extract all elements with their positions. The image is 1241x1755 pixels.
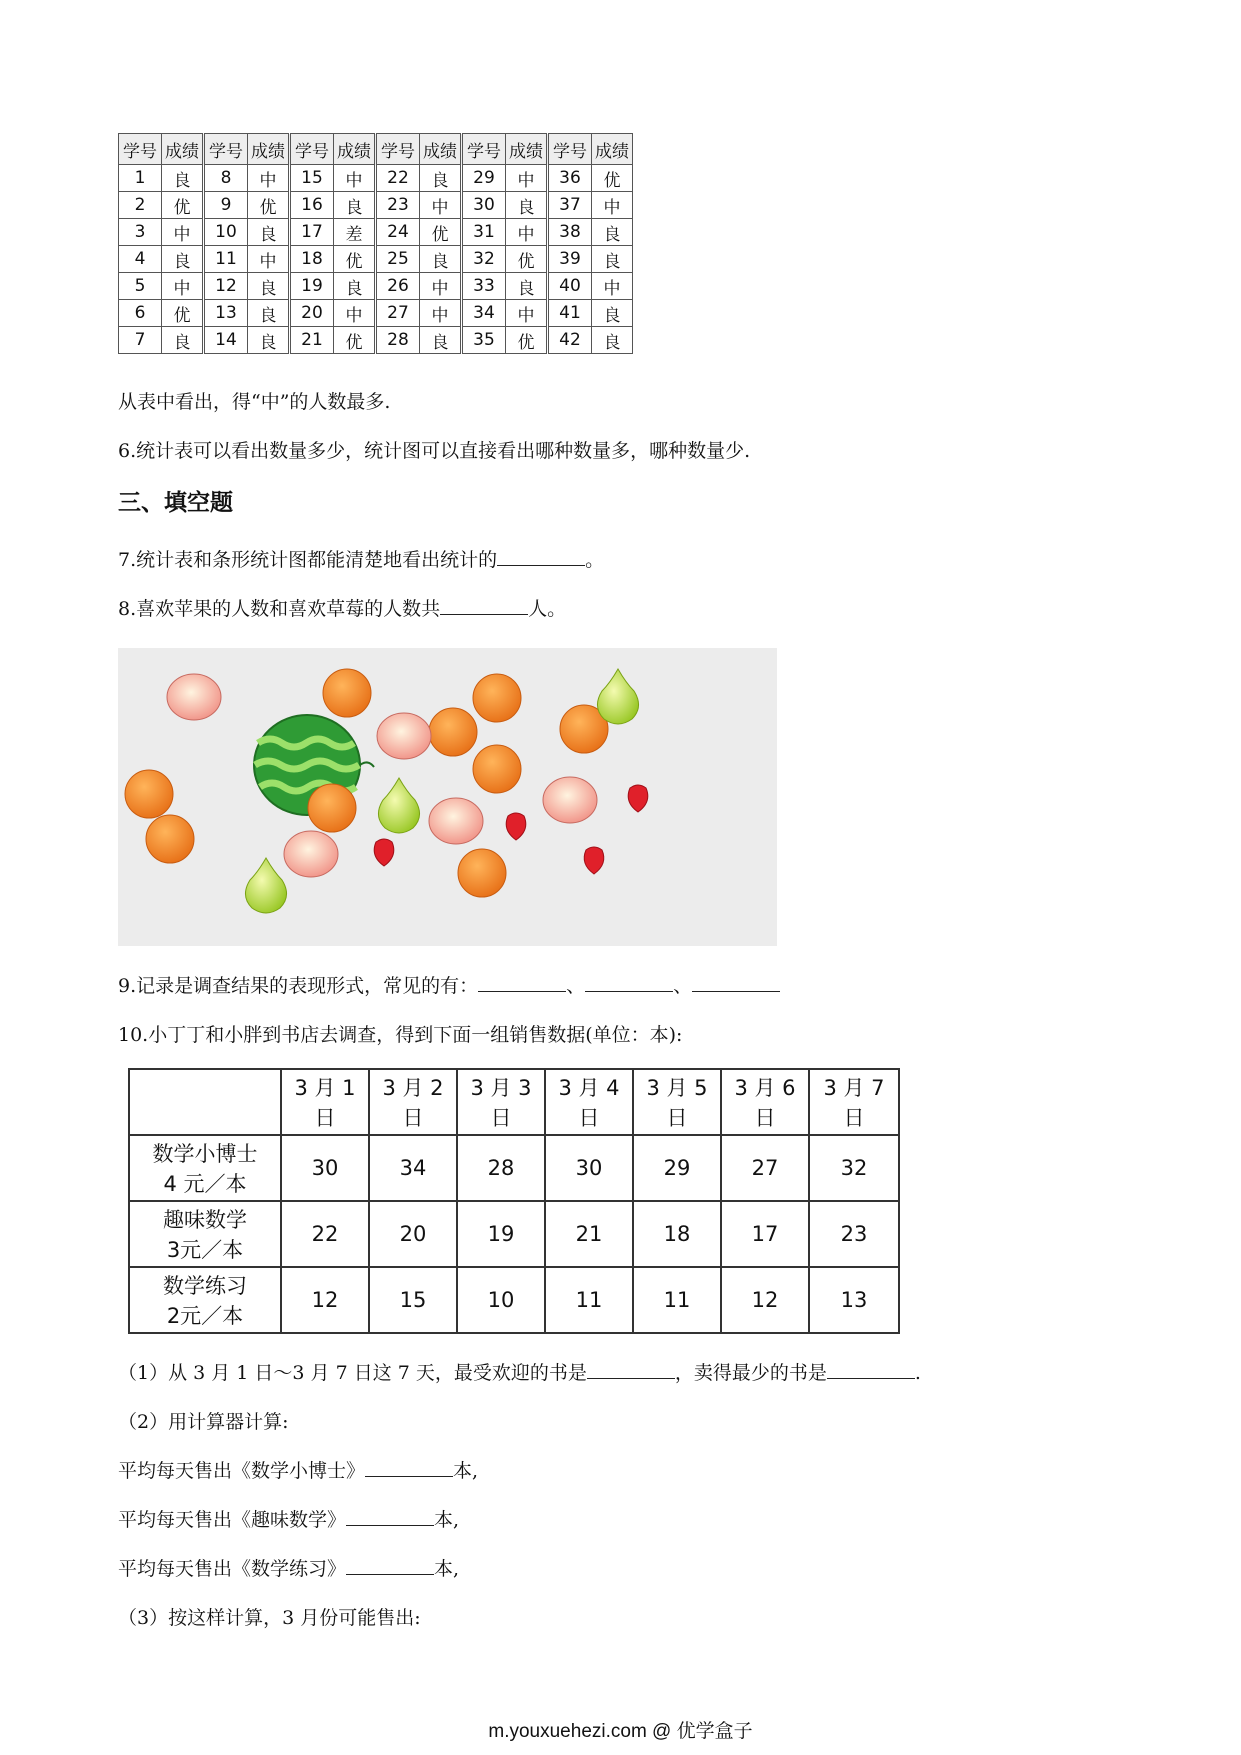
student-no-cell: 28	[376, 327, 420, 354]
grade-cell: 良	[592, 246, 633, 273]
book-row	[129, 1135, 899, 1201]
q8-blank[interactable]	[440, 596, 528, 615]
grade-cell: 中	[248, 246, 290, 273]
question-10: 10.小丁丁和小胖到书店去调查，得到下面一组销售数据(单位：本):	[118, 1024, 683, 1046]
date-line-1: 3 月 2	[382, 1076, 444, 1100]
q7-blank[interactable]	[497, 547, 585, 566]
grade-cell: 差	[334, 219, 376, 246]
q7-end: 。	[585, 549, 605, 571]
student-no-cell: 24	[376, 219, 420, 246]
sales-value-cell: 11	[545, 1267, 633, 1333]
grade-cell: 优	[334, 246, 376, 273]
student-no-cell: 8	[204, 165, 248, 192]
avg3-text: 平均每天售出《数学练习》	[118, 1558, 347, 1580]
avg-line-3	[118, 1556, 459, 1582]
student-no-cell: 29	[462, 165, 506, 192]
table-row	[119, 327, 633, 354]
student-no-cell: 2	[119, 192, 162, 219]
student-no-cell: 38	[548, 219, 592, 246]
student-no-cell: 16	[290, 192, 334, 219]
student-no-cell: 39	[548, 246, 592, 273]
student-no-cell: 4	[119, 246, 162, 273]
table-row	[119, 165, 633, 192]
date-header-cell	[369, 1069, 457, 1135]
student-no-cell: 10	[204, 219, 248, 246]
grade-cell: 优	[162, 192, 204, 219]
strawberries	[374, 785, 648, 874]
student-no-cell: 11	[204, 246, 248, 273]
sales-value-cell: 27	[721, 1135, 809, 1201]
sales-value-cell: 34	[369, 1135, 457, 1201]
sales-value-cell: 17	[721, 1201, 809, 1267]
student-no-cell: 14	[204, 327, 248, 354]
student-no-cell: 6	[119, 300, 162, 327]
q9-blank-1[interactable]	[478, 973, 566, 992]
sales-value-cell: 21	[545, 1201, 633, 1267]
grade-cell: 良	[420, 327, 462, 354]
p1-blank-2[interactable]	[827, 1360, 915, 1379]
grade-cell: 良	[248, 219, 290, 246]
student-no-cell: 20	[290, 300, 334, 327]
grade-cell: 良	[506, 273, 548, 300]
grade-cell: 优	[334, 327, 376, 354]
grade-cell: 中	[162, 273, 204, 300]
date-line-1: 3 月 5	[646, 1076, 708, 1100]
student-no-cell: 25	[376, 246, 420, 273]
fruit-picture	[118, 648, 777, 946]
grade-cell: 优	[592, 165, 633, 192]
grade-cell: 优	[162, 300, 204, 327]
grade-cell: 中	[506, 300, 548, 327]
student-no-cell: 34	[462, 300, 506, 327]
table-row	[119, 273, 633, 300]
grade-cell: 良	[162, 246, 204, 273]
student-no-cell: 32	[462, 246, 506, 273]
avg2-end: 本,	[434, 1509, 460, 1531]
table-row	[119, 300, 633, 327]
grade-cell: 中	[420, 192, 462, 219]
sales-value-cell: 12	[721, 1267, 809, 1333]
grade-cell: 良	[506, 192, 548, 219]
sales-value-cell: 30	[545, 1135, 633, 1201]
date-line-1: 3 月 3	[470, 1076, 532, 1100]
q8-text: 8.喜欢苹果的人数和喜欢草莓的人数共	[118, 598, 441, 620]
grade-cell: 良	[248, 273, 290, 300]
book-name: 趣味数学	[163, 1208, 247, 1232]
header-student-no: 学号	[376, 134, 420, 165]
date-line-1: 3 月 1	[294, 1076, 356, 1100]
header-grade: 成绩	[248, 134, 290, 165]
q8-end: 人。	[528, 598, 567, 620]
book-name: 数学小博士	[152, 1142, 258, 1166]
header-grade: 成绩	[420, 134, 462, 165]
grade-cell: 中	[592, 192, 633, 219]
q9-sep-2: 、	[673, 975, 693, 997]
fruit-illustration	[118, 648, 777, 946]
footer-watermark: m.youxuehezi.com @ 优学盒子	[488, 1721, 753, 1742]
date-line-2: 日	[578, 1106, 600, 1130]
student-no-cell: 7	[119, 327, 162, 354]
grade-cell: 良	[592, 219, 633, 246]
sales-value-cell: 29	[633, 1135, 721, 1201]
student-no-cell: 35	[462, 327, 506, 354]
sales-value-cell: 15	[369, 1267, 457, 1333]
student-no-cell: 13	[204, 300, 248, 327]
table-conclusion: 从表中看出，得“中”的人数最多.	[118, 391, 391, 413]
p1-end: .	[914, 1362, 921, 1384]
student-no-cell: 42	[548, 327, 592, 354]
grade-cell: 优	[420, 219, 462, 246]
sales-table-header	[129, 1069, 899, 1135]
grade-table-header	[119, 134, 633, 165]
header-grade: 成绩	[162, 134, 204, 165]
grade-cell: 良	[592, 300, 633, 327]
q7-text: 7.统计表和条形统计图都能清楚地看出统计的	[118, 549, 498, 571]
avg-line-1	[118, 1458, 478, 1484]
section-title: 三、填空题	[118, 490, 233, 516]
book-row	[129, 1267, 899, 1333]
part-1	[118, 1360, 921, 1386]
student-no-cell: 21	[290, 327, 334, 354]
header-grade: 成绩	[592, 134, 633, 165]
date-header-cell	[545, 1069, 633, 1135]
student-no-cell: 40	[548, 273, 592, 300]
sales-value-cell: 10	[457, 1267, 545, 1333]
q9-sep-1: 、	[566, 975, 586, 997]
sales-value-cell: 22	[281, 1201, 369, 1267]
student-no-cell: 36	[548, 165, 592, 192]
sales-value-cell: 30	[281, 1135, 369, 1201]
book-name-cell	[129, 1267, 281, 1333]
student-no-cell: 33	[462, 273, 506, 300]
grade-cell: 良	[334, 273, 376, 300]
date-header-cell	[457, 1069, 545, 1135]
grade-cell: 良	[248, 327, 290, 354]
student-no-cell: 19	[290, 273, 334, 300]
date-line-2: 日	[666, 1106, 688, 1130]
p1-text-2: ，卖得最少的书是	[674, 1362, 827, 1384]
header-student-no: 学号	[548, 134, 592, 165]
sales-value-cell: 12	[281, 1267, 369, 1333]
table-row	[119, 246, 633, 273]
grade-cell: 中	[420, 300, 462, 327]
date-header-cell	[721, 1069, 809, 1135]
avg3-blank[interactable]	[346, 1556, 434, 1575]
grade-table	[118, 133, 633, 354]
header-student-no: 学号	[290, 134, 334, 165]
date-line-2: 日	[843, 1106, 865, 1130]
date-line-1: 3 月 7	[823, 1076, 885, 1100]
grade-cell: 中	[334, 165, 376, 192]
book-price: 4 元／本	[163, 1172, 247, 1196]
avg1-text: 平均每天售出《数学小博士》	[118, 1460, 366, 1482]
grade-cell: 优	[248, 192, 290, 219]
sales-value-cell: 13	[809, 1267, 899, 1333]
book-price: 3元／本	[166, 1238, 244, 1262]
student-no-cell: 5	[119, 273, 162, 300]
avg3-end: 本,	[434, 1558, 460, 1580]
part-3: （3）按这样计算，3 月份可能售出:	[118, 1607, 421, 1629]
book-row	[129, 1201, 899, 1267]
student-no-cell: 37	[548, 192, 592, 219]
avg2-blank[interactable]	[346, 1507, 434, 1526]
header-student-no: 学号	[204, 134, 248, 165]
grade-cell: 中	[506, 165, 548, 192]
student-no-cell: 3	[119, 219, 162, 246]
table-row	[119, 219, 633, 246]
header-student-no: 学号	[462, 134, 506, 165]
grade-cell: 良	[162, 327, 204, 354]
sales-table	[128, 1068, 900, 1334]
sales-value-cell: 11	[633, 1267, 721, 1333]
student-no-cell: 18	[290, 246, 334, 273]
avg1-end: 本,	[453, 1460, 479, 1482]
date-line-1: 3 月 6	[734, 1076, 796, 1100]
student-no-cell: 1	[119, 165, 162, 192]
grade-cell: 良	[420, 246, 462, 273]
date-header-cell	[281, 1069, 369, 1135]
grade-cell: 中	[334, 300, 376, 327]
sales-value-cell: 28	[457, 1135, 545, 1201]
corner-cell	[129, 1069, 281, 1135]
date-line-2: 日	[490, 1106, 512, 1130]
sales-value-cell: 19	[457, 1201, 545, 1267]
student-no-cell: 41	[548, 300, 592, 327]
avg-line-2	[118, 1507, 459, 1533]
student-no-cell: 23	[376, 192, 420, 219]
avg1-blank[interactable]	[365, 1458, 453, 1477]
q9-blank-2[interactable]	[585, 973, 673, 992]
book-name-cell	[129, 1135, 281, 1201]
question-8	[118, 596, 566, 622]
grade-cell: 良	[420, 165, 462, 192]
grade-cell: 良	[592, 327, 633, 354]
part-2: （2）用计算器计算:	[118, 1411, 289, 1433]
grade-cell: 良	[162, 165, 204, 192]
grade-cell: 中	[162, 219, 204, 246]
grade-cell: 中	[420, 273, 462, 300]
student-no-cell: 15	[290, 165, 334, 192]
avg2-text: 平均每天售出《趣味数学》	[118, 1509, 347, 1531]
grade-cell: 中	[506, 219, 548, 246]
sales-value-cell: 32	[809, 1135, 899, 1201]
date-line-2: 日	[754, 1106, 776, 1130]
p1-blank-1[interactable]	[587, 1360, 675, 1379]
header-grade: 成绩	[334, 134, 376, 165]
book-name: 数学练习	[163, 1274, 247, 1298]
book-name-cell	[129, 1201, 281, 1267]
grade-cell: 优	[506, 246, 548, 273]
grade-cell: 良	[248, 300, 290, 327]
date-header-cell	[809, 1069, 899, 1135]
student-no-cell: 26	[376, 273, 420, 300]
question-6: 6.统计表可以看出数量多少，统计图可以直接看出哪种数量多，哪种数量少.	[118, 440, 751, 462]
header-student-no: 学号	[119, 134, 162, 165]
p1-text: （1）从 3 月 1 日～3 月 7 日这 7 天，最受欢迎的书是	[118, 1362, 587, 1384]
student-no-cell: 22	[376, 165, 420, 192]
student-no-cell: 12	[204, 273, 248, 300]
student-no-cell: 31	[462, 219, 506, 246]
date-header-cell	[633, 1069, 721, 1135]
grade-cell: 中	[592, 273, 633, 300]
student-no-cell: 9	[204, 192, 248, 219]
question-9	[118, 973, 780, 999]
grade-cell: 良	[334, 192, 376, 219]
sales-value-cell: 20	[369, 1201, 457, 1267]
header-grade: 成绩	[506, 134, 548, 165]
date-line-2: 日	[314, 1106, 336, 1130]
grade-cell: 优	[506, 327, 548, 354]
q9-text: 9.记录是调查结果的表现形式，常见的有：	[118, 975, 479, 997]
date-line-1: 3 月 4	[558, 1076, 620, 1100]
grade-cell: 中	[248, 165, 290, 192]
sales-value-cell: 23	[809, 1201, 899, 1267]
table-row	[119, 192, 633, 219]
q9-blank-3[interactable]	[692, 973, 780, 992]
question-7	[118, 547, 604, 573]
student-no-cell: 27	[376, 300, 420, 327]
sales-value-cell: 18	[633, 1201, 721, 1267]
date-line-2: 日	[402, 1106, 424, 1130]
student-no-cell: 17	[290, 219, 334, 246]
book-price: 2元／本	[166, 1304, 244, 1328]
student-no-cell: 30	[462, 192, 506, 219]
